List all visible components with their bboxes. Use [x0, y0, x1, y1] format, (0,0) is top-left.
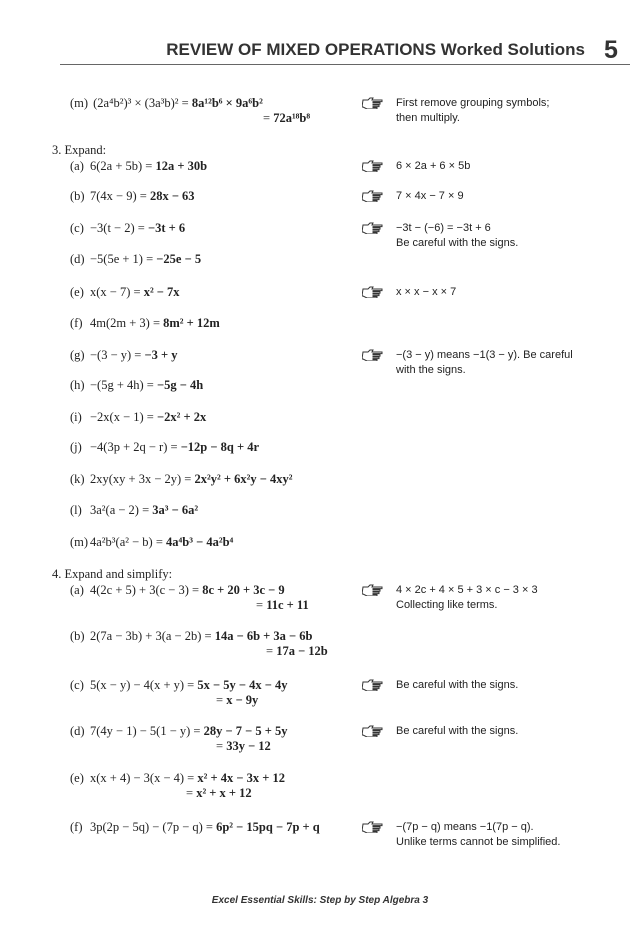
item-label: (d) — [70, 724, 85, 738]
item-expression: 6(2a + 5b) = — [90, 159, 156, 173]
item-expression: x(x + 4) − 3(x − 4) = — [90, 771, 198, 785]
item-label: (a) — [70, 159, 84, 173]
item-label: (m) — [70, 535, 89, 549]
item-expression: 3a²(a − 2) = — [90, 503, 153, 517]
q3k-equation — [70, 472, 292, 487]
q4f-note — [362, 820, 560, 850]
item-equals: = — [216, 693, 227, 707]
note-line: x × x − x × 7 — [396, 286, 457, 298]
q4f-equation — [70, 820, 320, 835]
pointing-hand-icon — [362, 160, 384, 172]
item-answer: 28y − 7 − 5 + 5y — [203, 724, 288, 738]
pointing-hand-icon — [362, 725, 384, 737]
item-answer: −12p − 8q + 4r — [180, 440, 260, 454]
header-title: REVIEW OF MIXED OPERATIONS — [166, 40, 437, 59]
note-line: 7 × 4x − 7 × 9 — [396, 190, 464, 202]
q4-heading: 4. Expand and simplify: — [52, 567, 173, 581]
note-line: with the signs. — [396, 364, 466, 376]
pointing-hand-icon — [362, 679, 384, 691]
note-line: −(3 − y) means −1(3 − y). Be careful — [396, 349, 573, 361]
item-expression: −3(t − 2) = — [90, 221, 148, 235]
pointing-hand-icon — [362, 349, 384, 361]
item-expression: 4a²b³(a² − b) = — [90, 535, 167, 549]
item-label: (j) — [70, 440, 82, 454]
q3a-note — [362, 159, 470, 174]
note-line: Be careful with the signs. — [396, 679, 519, 691]
item-expression: −2x(x − 1) = — [90, 410, 157, 424]
item-equals: = — [256, 598, 267, 612]
note-line: Unlike terms cannot be simplified. — [396, 836, 561, 848]
item-answer: −3 + y — [144, 348, 178, 362]
item-label: (a) — [70, 583, 84, 597]
item-answer: 6p² − 15pq − 7p + q — [216, 820, 320, 834]
item-label: (d) — [70, 252, 85, 266]
item-label: (f) — [70, 316, 83, 330]
item-answer: −3t + 6 — [147, 221, 186, 235]
pointing-hand-icon — [362, 190, 384, 202]
q4b-equation — [70, 629, 328, 659]
item-expression: 2(7a − 3b) + 3(a − 2b) = — [90, 629, 215, 643]
q3b-note — [362, 189, 464, 204]
item-expression: −5(5e + 1) = — [90, 252, 157, 266]
item-expression: 7(4x − 9) = — [90, 189, 150, 203]
q3l-equation — [70, 503, 198, 518]
item-answer: 12a + 30b — [155, 159, 208, 173]
note-line: 4 × 2c + 4 × 5 + 3 × c − 3 × 3 — [396, 584, 538, 596]
item-equals: = — [266, 644, 277, 658]
item-expression: −(5g + 4h) = — [90, 378, 157, 392]
item-answer: 28x − 63 — [149, 189, 195, 203]
q4e-equation — [70, 771, 285, 801]
item-label: (i) — [70, 410, 82, 424]
item-answer: −5g − 4h — [156, 378, 204, 392]
pointing-hand-icon — [362, 286, 384, 298]
pointing-hand-icon — [362, 584, 384, 596]
header-subtitle: Worked Solutions — [440, 40, 585, 59]
item-answer-line2: x − 9y — [226, 693, 259, 707]
item-equals: = — [186, 786, 197, 800]
q4c-equation — [70, 678, 287, 708]
item-label: (l) — [70, 503, 82, 517]
item-answer: 5x − 5y − 4x − 4y — [197, 678, 288, 692]
item-label: (b) — [70, 629, 85, 643]
pointing-hand-icon — [362, 97, 384, 109]
pointing-hand-icon — [362, 222, 384, 234]
item-answer-line2: 33y − 12 — [226, 739, 271, 753]
item-label: (c) — [70, 678, 84, 692]
item-expression: 3p(2p − 5q) − (7p − q) = — [90, 820, 217, 834]
note-line: −3t − (−6) = −3t + 6 — [396, 222, 491, 234]
note-line: then multiply. — [396, 112, 460, 124]
q3j-equation — [70, 440, 259, 455]
item-equals: = — [263, 111, 274, 125]
q3f-equation — [70, 316, 220, 331]
item-answer: x² + 4x − 3x + 12 — [197, 771, 285, 785]
note-line: −(7p − q) means −1(7p − q). — [396, 821, 534, 833]
item-label: (c) — [70, 221, 84, 235]
item-expression: (2a⁴b²)³ × (3a³b)² = — [93, 96, 192, 110]
item-answer: 3a³ − 6a² — [152, 503, 199, 517]
q3e-note — [362, 285, 456, 300]
item-answer-line2: x² + x + 12 — [196, 786, 252, 800]
item-expression: 2xy(xy + 3x − 2y) = — [90, 472, 195, 486]
item-expression: 4m(2m + 3) = — [90, 316, 164, 330]
item-expression: −(3 − y) = — [90, 348, 145, 362]
q3c-note — [362, 221, 518, 251]
item-answer-line2: 11c + 11 — [266, 598, 309, 612]
item-answer: −2x² + 2x — [156, 410, 207, 424]
item-label: (e) — [70, 771, 84, 785]
item-label: (e) — [70, 285, 84, 299]
q3c-equation — [70, 221, 185, 236]
item-label: (g) — [70, 348, 85, 362]
q4c-note — [362, 678, 518, 693]
q4a-note — [362, 583, 538, 613]
pointing-hand-icon — [362, 821, 384, 833]
page-header — [60, 40, 585, 60]
note-line: Collecting like terms. — [396, 599, 498, 611]
page-number: 5 — [604, 36, 618, 64]
item-answer: 2x²y² + 6x²y − 4xy² — [194, 472, 293, 486]
q3d-equation — [70, 252, 201, 267]
page-footer: Excel Essential Skills: Step by Step Algebra 3 — [211, 895, 429, 906]
item-answer: −25e − 5 — [156, 252, 202, 266]
q2m-equation — [70, 96, 310, 126]
note-line: Be careful with the signs. — [396, 237, 519, 249]
q4d-equation — [70, 724, 287, 754]
q4d-note — [362, 724, 518, 739]
item-expression: 7(4y − 1) − 5(1 − y) = — [90, 724, 204, 738]
header-rule — [60, 64, 630, 65]
item-answer-line2: 72a¹⁸b⁸ — [273, 111, 311, 125]
item-label: (f) — [70, 820, 83, 834]
item-expression: x(x − 7) = — [90, 285, 144, 299]
item-answer: 8m² + 12m — [163, 316, 220, 330]
item-expression: 5(x − y) − 4(x + y) = — [90, 678, 198, 692]
q3g-equation — [70, 348, 177, 363]
q3g-note — [362, 348, 573, 378]
note-line: Be careful with the signs. — [396, 725, 519, 737]
item-equals: = — [216, 739, 227, 753]
note-line: 6 × 2a + 6 × 5b — [396, 160, 471, 172]
item-answer-line2: 17a − 12b — [276, 644, 328, 658]
q3m-equation — [70, 535, 233, 550]
item-label: (h) — [70, 378, 85, 392]
item-answer: 14a − 6b + 3a − 6b — [214, 629, 313, 643]
item-answer: 4a⁴b³ − 4a²b⁴ — [166, 535, 234, 549]
q3i-equation — [70, 410, 206, 425]
q3h-equation — [70, 378, 203, 393]
item-label: (m) — [70, 96, 89, 110]
item-label: (k) — [70, 472, 85, 486]
q3-heading: 3. Expand: — [52, 143, 107, 157]
item-label: (b) — [70, 189, 85, 203]
item-answer: 8a¹²b⁶ × 9a⁶b² — [191, 96, 263, 110]
q3b-equation — [70, 189, 195, 204]
item-answer: x² − 7x — [143, 285, 180, 299]
q3e-equation — [70, 285, 180, 300]
item-expression: −4(3p + 2q − r) = — [90, 440, 181, 454]
q3a-equation — [70, 159, 207, 174]
item-answer: 8c + 20 + 3c − 9 — [202, 583, 285, 597]
q4a-equation — [70, 583, 309, 613]
q2m-note — [362, 96, 549, 126]
item-expression: 4(2c + 5) + 3(c − 3) = — [90, 583, 203, 597]
note-line: First remove grouping symbols; — [396, 97, 550, 109]
